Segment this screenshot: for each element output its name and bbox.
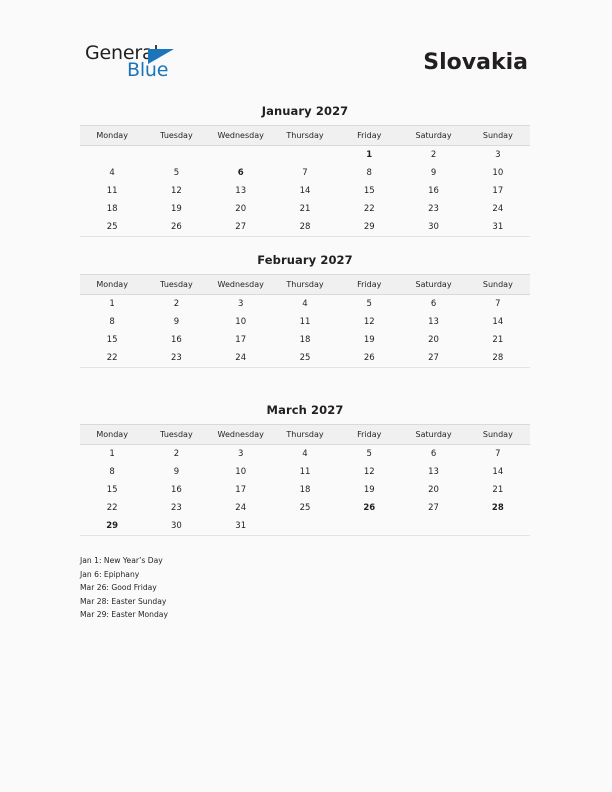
- week-row: [80, 146, 530, 165]
- month-title: January 2027: [261, 104, 349, 118]
- day-cell[interactable]: 11: [299, 317, 311, 327]
- month-grid: [80, 424, 530, 536]
- day-cell[interactable]: 13: [235, 186, 247, 196]
- day-cell-holiday[interactable]: 28: [491, 503, 504, 513]
- day-cell[interactable]: 16: [171, 485, 182, 495]
- month-block-march: [80, 403, 530, 536]
- day-cell[interactable]: 11: [106, 186, 118, 196]
- day-cell[interactable]: 8: [366, 168, 372, 178]
- week-row: [80, 164, 530, 182]
- month-block-january: [80, 104, 530, 237]
- legend-item: Jan 1: New Year’s Day: [80, 556, 163, 565]
- page-header: [80, 40, 530, 88]
- week-row: [80, 499, 530, 517]
- day-cell-empty: [401, 517, 465, 536]
- week-row: [80, 349, 530, 368]
- day-cell[interactable]: 22: [106, 503, 118, 513]
- week-row: [80, 295, 530, 314]
- legend-item: Mar 29: Easter Monday: [80, 610, 168, 620]
- day-cell[interactable]: 5: [173, 168, 180, 178]
- day-cell[interactable]: 19: [363, 485, 375, 495]
- day-cell[interactable]: 22: [363, 204, 375, 214]
- week-row: [80, 331, 530, 349]
- day-cell[interactable]: 3: [495, 150, 501, 160]
- weekday-header-monday: Monday: [80, 425, 144, 445]
- weekday-header-tuesday: Tuesday: [144, 126, 208, 146]
- day-cell[interactable]: 4: [109, 168, 115, 178]
- weekday-header-saturday: Saturday: [401, 425, 465, 445]
- day-cell[interactable]: 25: [273, 349, 337, 368]
- day-cell[interactable]: 24: [492, 204, 504, 214]
- week-row: [80, 182, 530, 200]
- logo-text-blue: Blue: [127, 59, 169, 81]
- week-row: [80, 445, 530, 464]
- day-cell-empty: [209, 146, 273, 165]
- week-row: [80, 463, 530, 481]
- day-cell-holiday[interactable]: 6: [237, 168, 244, 178]
- day-cell[interactable]: 17: [235, 485, 247, 495]
- day-cell[interactable]: 28: [466, 349, 530, 368]
- day-cell[interactable]: 10: [492, 168, 504, 178]
- day-cell[interactable]: 14: [299, 186, 311, 196]
- weekday-header-saturday: Saturday: [401, 275, 465, 295]
- logo-text-general: General: [85, 42, 159, 64]
- month-block-february: [80, 253, 530, 368]
- day-cell[interactable]: 5: [366, 449, 372, 459]
- day-cell[interactable]: 31: [209, 517, 273, 536]
- day-cell[interactable]: 12: [363, 317, 375, 327]
- weekday-header-wednesday: Wednesday: [209, 275, 273, 295]
- day-cell[interactable]: 14: [492, 467, 504, 477]
- day-cell[interactable]: 2: [173, 299, 180, 309]
- day-cell-empty: [273, 517, 337, 536]
- weekday-header-tuesday: Tuesday: [144, 425, 208, 445]
- day-cell[interactable]: 11: [299, 467, 311, 477]
- day-cell[interactable]: 13: [428, 317, 439, 327]
- day-cell[interactable]: 24: [209, 349, 273, 368]
- day-cell-empty: [466, 517, 530, 536]
- day-cell[interactable]: 24: [235, 503, 247, 513]
- day-cell[interactable]: 14: [492, 317, 504, 327]
- weekday-header-thursday: Thursday: [273, 126, 337, 146]
- day-cell[interactable]: 10: [235, 467, 247, 477]
- day-cell[interactable]: 7: [495, 299, 501, 309]
- weekday-header-sunday: Sunday: [466, 126, 530, 146]
- day-cell[interactable]: 19: [363, 335, 375, 345]
- day-cell[interactable]: 3: [237, 299, 244, 309]
- day-cell[interactable]: 1: [109, 299, 115, 309]
- day-cell[interactable]: 5: [366, 299, 372, 309]
- weekday-header-friday: Friday: [337, 275, 401, 295]
- weekday-header-sunday: Sunday: [466, 275, 530, 295]
- day-cell[interactable]: 2: [173, 449, 180, 459]
- day-cell[interactable]: 20: [428, 335, 439, 345]
- day-cell[interactable]: 4: [302, 449, 308, 459]
- day-cell-empty: [273, 146, 337, 165]
- day-cell-holiday[interactable]: 29: [80, 517, 144, 536]
- week-row: [80, 218, 530, 237]
- day-cell-empty: [144, 146, 208, 165]
- day-cell[interactable]: 4: [302, 299, 308, 309]
- month-grid: [80, 125, 530, 237]
- legend-item: Jan 6: Epiphany: [80, 569, 140, 579]
- weekday-header-friday: Friday: [337, 425, 401, 445]
- day-cell[interactable]: 7: [302, 168, 308, 178]
- weekday-header-thursday: Thursday: [273, 275, 337, 295]
- day-cell[interactable]: 30: [401, 218, 465, 237]
- day-cell[interactable]: 8: [109, 467, 115, 477]
- legend-item: Mar 28: Easter Sunday: [80, 596, 167, 606]
- weekday-header-monday: Monday: [80, 126, 144, 146]
- day-cell[interactable]: 22: [80, 349, 144, 368]
- day-cell[interactable]: 27: [209, 218, 273, 237]
- day-cell[interactable]: 26: [337, 349, 401, 368]
- day-cell[interactable]: 17: [235, 335, 247, 345]
- day-cell[interactable]: 1: [109, 449, 115, 459]
- day-cell[interactable]: 13: [428, 467, 439, 477]
- weekday-header-sunday: Sunday: [466, 425, 530, 445]
- day-cell[interactable]: 23: [171, 503, 182, 513]
- day-cell[interactable]: 2: [430, 150, 437, 160]
- weekday-header-thursday: Thursday: [273, 425, 337, 445]
- weekday-header-tuesday: Tuesday: [144, 275, 208, 295]
- day-cell[interactable]: 6: [430, 449, 437, 459]
- day-cell[interactable]: 26: [144, 218, 208, 237]
- day-cell[interactable]: 21: [299, 204, 311, 214]
- day-cell[interactable]: 23: [144, 349, 208, 368]
- day-cell-holiday[interactable]: 1: [366, 150, 373, 160]
- day-cell[interactable]: 21: [492, 335, 504, 345]
- day-cell[interactable]: 27: [401, 349, 465, 368]
- day-cell[interactable]: 7: [495, 449, 501, 459]
- day-cell[interactable]: 12: [363, 467, 375, 477]
- weekday-header-monday: Monday: [80, 275, 144, 295]
- day-cell[interactable]: 25: [299, 503, 311, 513]
- general-blue-logo: [85, 42, 235, 88]
- day-cell[interactable]: 30: [144, 517, 208, 536]
- day-cell[interactable]: 12: [171, 186, 182, 196]
- day-cell[interactable]: 28: [273, 218, 337, 237]
- day-cell[interactable]: 29: [337, 218, 401, 237]
- day-cell[interactable]: 9: [430, 168, 437, 178]
- weekday-header-wednesday: Wednesday: [209, 126, 273, 146]
- day-cell[interactable]: 16: [171, 335, 182, 345]
- day-cell[interactable]: 20: [428, 485, 439, 495]
- day-cell-holiday[interactable]: 26: [363, 503, 376, 513]
- day-cell[interactable]: 23: [428, 204, 439, 214]
- day-cell[interactable]: 18: [299, 485, 311, 495]
- month-title: February 2027: [257, 253, 353, 267]
- day-cell[interactable]: 15: [106, 485, 118, 495]
- day-cell[interactable]: 9: [173, 317, 180, 327]
- day-cell[interactable]: 31: [466, 218, 530, 237]
- day-cell[interactable]: 18: [299, 335, 311, 345]
- day-cell[interactable]: 3: [237, 449, 244, 459]
- day-cell[interactable]: 21: [492, 485, 504, 495]
- week-row: [80, 517, 530, 536]
- day-cell[interactable]: 15: [106, 335, 118, 345]
- week-row: [80, 481, 530, 499]
- page-title: Slovakia: [423, 50, 528, 75]
- week-row: [80, 313, 530, 331]
- week-row: [80, 200, 530, 218]
- day-cell[interactable]: 18: [106, 204, 118, 214]
- day-cell[interactable]: 16: [428, 186, 439, 196]
- day-cell[interactable]: 27: [428, 503, 439, 513]
- weekday-header-row: [80, 275, 530, 295]
- day-cell[interactable]: 15: [363, 186, 375, 196]
- month-grid: [80, 274, 530, 368]
- day-cell[interactable]: 17: [492, 186, 504, 196]
- day-cell-empty: [80, 146, 144, 165]
- day-cell[interactable]: 8: [109, 317, 115, 327]
- day-cell[interactable]: 9: [173, 467, 180, 477]
- day-cell[interactable]: 10: [235, 317, 247, 327]
- day-cell-empty: [337, 517, 401, 536]
- weekday-header-wednesday: Wednesday: [209, 425, 273, 445]
- holiday-legend: [80, 554, 380, 622]
- weekday-header-row: [80, 126, 530, 146]
- day-cell[interactable]: 19: [171, 204, 182, 214]
- weekday-header-saturday: Saturday: [401, 126, 465, 146]
- weekday-header-row: [80, 425, 530, 445]
- legend-item: Mar 26: Good Friday: [80, 583, 157, 593]
- day-cell[interactable]: 6: [430, 299, 437, 309]
- day-cell[interactable]: 25: [80, 218, 144, 237]
- day-cell[interactable]: 20: [235, 204, 247, 214]
- month-title: March 2027: [266, 403, 344, 417]
- weekday-header-friday: Friday: [337, 126, 401, 146]
